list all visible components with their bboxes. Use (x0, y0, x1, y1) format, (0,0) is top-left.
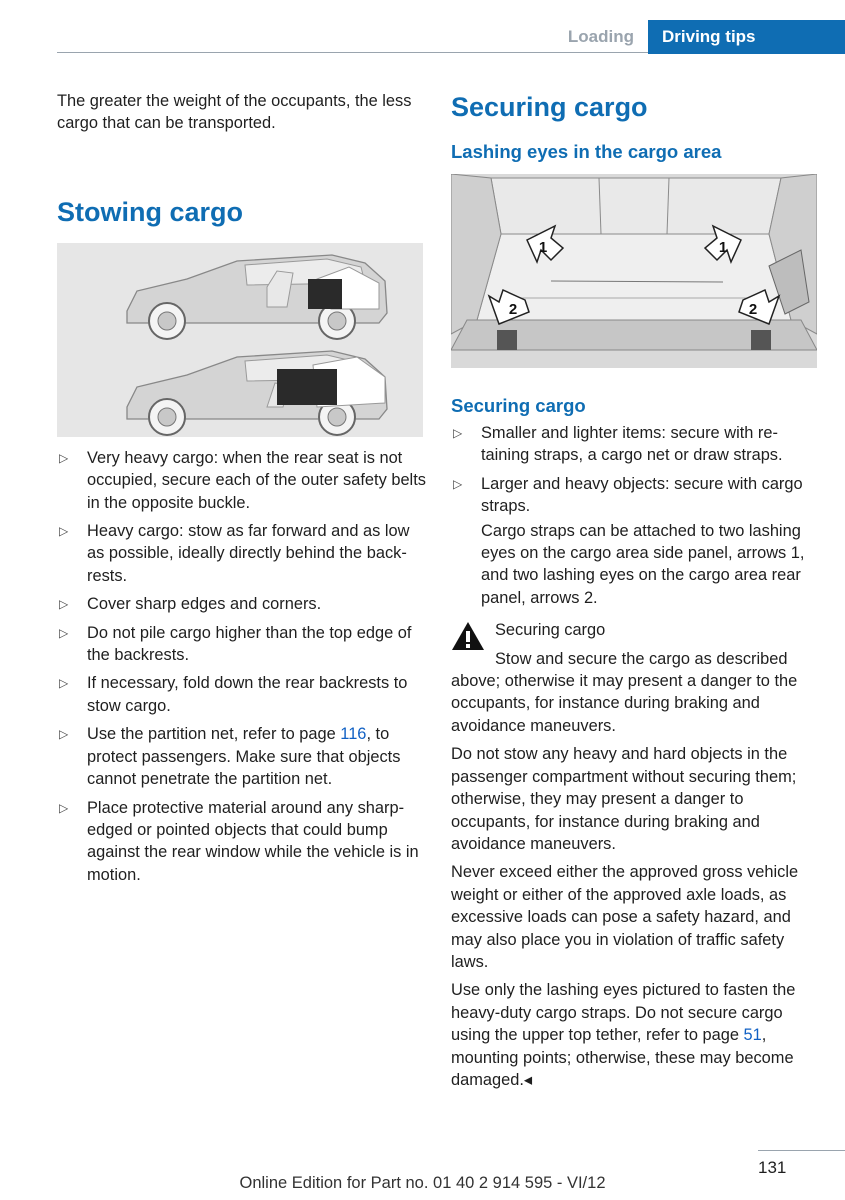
right-column (451, 90, 821, 1091)
bullet-text: Larger and heavy objects: secure with cargo straps. (481, 474, 803, 516)
page-link-116[interactable]: 116 (340, 725, 367, 744)
car-bottom-illustration (127, 351, 387, 435)
bullet-detail-paragraph: Cargo straps can be attached to two lashing eyes on the cargo area side panel, arrows 1, and two lashing eyes on the cargo area rear panel, arrows 2. (481, 521, 805, 607)
triangle-right-icon: ▷ (59, 727, 69, 742)
body-text: , mounting points; otherwise, these may become damaged. (451, 1026, 794, 1089)
bullet-text: Cover sharp edges and corners. (87, 595, 322, 614)
left-column (57, 90, 427, 892)
body-paragraph: Never exceed either the approved gross vehicle weight or either of the approved axle loads, as excessive loads can pose a safety hazard, and may also place you in violation of traffic safety laws. (451, 863, 799, 971)
stowing-bullet-list (57, 447, 427, 886)
bullet-text: If necessary, fold down the rear backrests to stow cargo. (87, 674, 408, 715)
bullet-text: Do not pile cargo higher than the top edge of the backrests. (87, 623, 412, 665)
page-number: 131 (758, 1158, 787, 1177)
lashing-eyes-figure (451, 174, 817, 368)
triangle-right-icon: ▷ (59, 676, 69, 691)
car-top-illustration (127, 255, 387, 339)
triangle-right-icon: ▷ (59, 524, 69, 539)
bullet-text: Very heavy cargo: when the rear seat is not occupied, secure each of the outer safety belts in the opposite buckle. (87, 448, 426, 512)
list-item (57, 593, 427, 615)
triangle-right-icon: ▷ (59, 800, 69, 815)
triangle-right-icon: ▷ (59, 625, 69, 640)
bullet-text: Heavy cargo: stow as far forward and as low as possible, ideally directly behind the back-rests. (87, 522, 410, 585)
header-section: Loading (567, 27, 634, 46)
list-item (57, 797, 427, 887)
securing-cargo-heading: Securing cargo (451, 92, 648, 122)
securing-bullet-list (451, 422, 821, 518)
arrow-label-2: 2 (748, 301, 758, 318)
list-item (57, 622, 427, 667)
footer-rule (758, 1150, 845, 1151)
bullet-text: Place protective material around any sharp-edged or pointed objects that could bump against the rear window while the vehicle is in motion. (87, 798, 419, 884)
car-loading-illustration (57, 243, 423, 437)
body-paragraph (451, 979, 821, 1091)
triangle-right-icon: ▷ (453, 426, 463, 440)
body-paragraph: Do not stow any heavy and hard objects in the passenger compartment without securing them; otherwise, they may present a danger to occupants, for instance during braking and avoidance maneuvers. (451, 745, 797, 853)
stowing-cargo-heading: Stowing cargo (57, 196, 244, 227)
list-item (57, 723, 427, 790)
triangle-right-icon: ▷ (59, 597, 69, 612)
bullet-text: , to protect passengers. Make sure that objects cannot penetrate the partition net. (87, 725, 401, 789)
list-item (451, 422, 821, 467)
triangle-right-icon: ▷ (59, 450, 69, 465)
list-item (57, 520, 427, 587)
stowing-cargo-figure (57, 243, 423, 437)
warning-text-content: Stow and secure the cargo as described above; otherwise it may present a danger to the occupants, for instance during braking and avoidance maneuvers. (451, 649, 798, 735)
list-item (57, 672, 427, 717)
list-item (57, 447, 427, 514)
cargo-area-illustration (451, 174, 817, 368)
intro-paragraph: The greater the weight of the occupants, the less cargo that can be transported. (57, 92, 412, 133)
end-mark-icon: ◂ (523, 1070, 533, 1089)
warning-title: Securing cargo (495, 621, 606, 640)
header-chapter: Driving tips (648, 20, 845, 54)
triangle-right-icon: ▷ (453, 476, 463, 491)
arrow-label-2: 2 (508, 301, 518, 318)
arrow-label-1: 1 (718, 239, 728, 256)
bullet-text: Use the partition net, refer to page (87, 725, 341, 744)
edition-footer: Online Edition for Part no. 01 40 2 914 595 - VI/12 (239, 1174, 606, 1192)
warning-triangle-icon (451, 621, 485, 651)
bullet-text: Smaller and lighter items: secure with re-taining straps, a cargo net or draw straps. (481, 424, 783, 465)
list-item (451, 473, 821, 518)
body-text: Use only the lashing eyes pictured to fasten the heavy-duty cargo straps. Do not secure cargo using the upper top tether, refer to page (451, 981, 796, 1045)
warning-text (451, 648, 821, 738)
lashing-eyes-subheading: Lashing eyes in the cargo area (451, 141, 722, 162)
page-link-51[interactable]: 51 (743, 1026, 762, 1045)
arrow-label-1: 1 (538, 239, 548, 256)
securing-cargo-subheading: Securing cargo (451, 395, 586, 416)
warning-block (451, 619, 821, 737)
